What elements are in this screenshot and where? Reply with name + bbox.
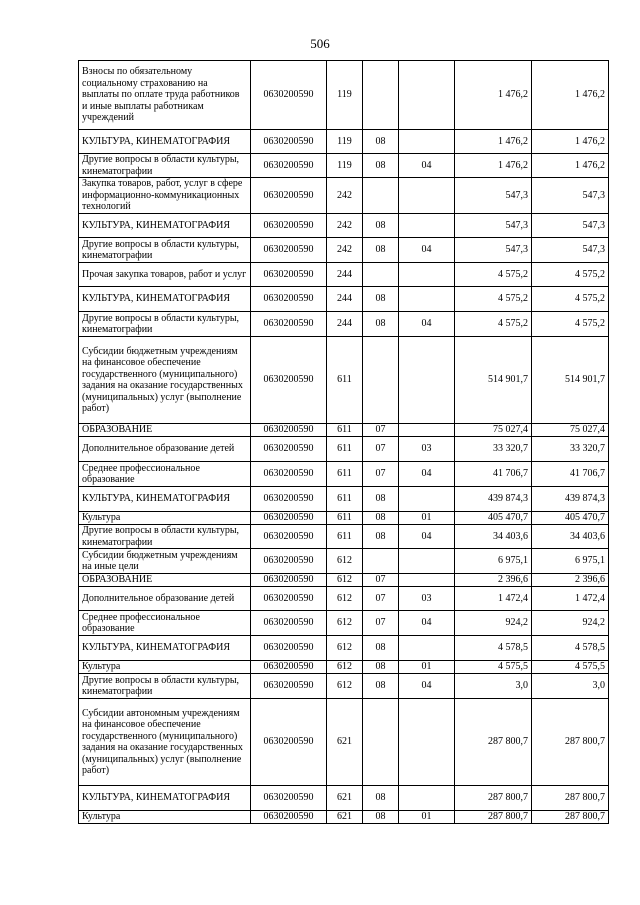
cell-section: 08 — [363, 238, 399, 263]
cell-amount-1: 41 706,7 — [455, 462, 532, 487]
cell-amount-2: 287 800,7 — [532, 786, 609, 811]
cell-target-article: 0630200590 — [251, 587, 327, 611]
cell-amount-1: 4 575,2 — [455, 263, 532, 287]
cell-expense-type: 611 — [327, 512, 363, 525]
cell-amount-1: 2 396,6 — [455, 574, 532, 587]
cell-amount-1: 33 320,7 — [455, 437, 532, 462]
cell-target-article: 0630200590 — [251, 811, 327, 824]
cell-subsection — [399, 178, 455, 214]
cell-amount-2: 4 575,5 — [532, 661, 609, 674]
cell-section: 08 — [363, 674, 399, 699]
cell-expense-type: 611 — [327, 424, 363, 437]
cell-expense-type: 612 — [327, 674, 363, 699]
cell-expense-type: 119 — [327, 154, 363, 178]
cell-target-article: 0630200590 — [251, 636, 327, 661]
cell-section: 08 — [363, 512, 399, 525]
table-row — [79, 549, 609, 574]
cell-name: Другие вопросы в области культуры, кинематографии — [79, 238, 251, 263]
cell-amount-2: 33 320,7 — [532, 437, 609, 462]
table-row — [79, 61, 609, 130]
table-row — [79, 424, 609, 437]
cell-target-article: 0630200590 — [251, 263, 327, 287]
cell-amount-2: 4 575,2 — [532, 287, 609, 312]
cell-name: Дополнительное образование детей — [79, 437, 251, 462]
cell-expense-type: 612 — [327, 611, 363, 636]
cell-expense-type: 242 — [327, 178, 363, 214]
cell-target-article: 0630200590 — [251, 437, 327, 462]
cell-amount-1: 34 403,6 — [455, 525, 532, 549]
table-row — [79, 487, 609, 512]
table-row — [79, 178, 609, 214]
cell-name: Дополнительное образование детей — [79, 587, 251, 611]
cell-name: ОБРАЗОВАНИЕ — [79, 574, 251, 587]
table-row — [79, 574, 609, 587]
cell-section: 08 — [363, 786, 399, 811]
cell-amount-2: 1 476,2 — [532, 154, 609, 178]
cell-amount-1: 4 575,2 — [455, 287, 532, 312]
cell-name: Культура — [79, 661, 251, 674]
cell-subsection — [399, 487, 455, 512]
cell-amount-2: 41 706,7 — [532, 462, 609, 487]
cell-expense-type: 612 — [327, 549, 363, 574]
cell-name: Культура — [79, 512, 251, 525]
cell-amount-1: 4 578,5 — [455, 636, 532, 661]
cell-target-article: 0630200590 — [251, 674, 327, 699]
cell-amount-1: 547,3 — [455, 178, 532, 214]
cell-target-article: 0630200590 — [251, 312, 327, 337]
cell-subsection: 03 — [399, 437, 455, 462]
cell-name: Другие вопросы в области культуры, кинематографии — [79, 312, 251, 337]
cell-expense-type: 621 — [327, 699, 363, 786]
cell-subsection: 04 — [399, 674, 455, 699]
table-row — [79, 587, 609, 611]
cell-name: Культура — [79, 811, 251, 824]
cell-expense-type: 612 — [327, 587, 363, 611]
cell-target-article: 0630200590 — [251, 130, 327, 154]
cell-target-article: 0630200590 — [251, 424, 327, 437]
cell-section — [363, 549, 399, 574]
cell-subsection: 04 — [399, 462, 455, 487]
cell-section — [363, 178, 399, 214]
cell-target-article: 0630200590 — [251, 178, 327, 214]
table-row — [79, 238, 609, 263]
cell-amount-2: 924,2 — [532, 611, 609, 636]
cell-amount-1: 3,0 — [455, 674, 532, 699]
cell-section — [363, 699, 399, 786]
cell-expense-type: 611 — [327, 437, 363, 462]
cell-name: Взносы по обязательному социальному страхованию на выплаты по оплате труда работников и иные выплаты работникам учреждений — [79, 61, 251, 130]
table-row — [79, 786, 609, 811]
cell-section — [363, 263, 399, 287]
cell-name: Субсидии бюджетным учреждениям на финансовое обеспечение государственного (муниципального) задания на оказание государственных (муниципальных) услуг (выполнение работ) — [79, 337, 251, 424]
cell-amount-1: 1 476,2 — [455, 61, 532, 130]
cell-amount-2: 514 901,7 — [532, 337, 609, 424]
cell-target-article: 0630200590 — [251, 337, 327, 424]
cell-target-article: 0630200590 — [251, 487, 327, 512]
cell-amount-2: 1 472,4 — [532, 587, 609, 611]
cell-subsection: 03 — [399, 587, 455, 611]
cell-amount-1: 287 800,7 — [455, 786, 532, 811]
cell-amount-2: 287 800,7 — [532, 811, 609, 824]
cell-target-article: 0630200590 — [251, 512, 327, 525]
cell-section — [363, 337, 399, 424]
cell-subsection: 04 — [399, 611, 455, 636]
cell-amount-1: 514 901,7 — [455, 337, 532, 424]
cell-name: КУЛЬТУРА, КИНЕМАТОГРАФИЯ — [79, 487, 251, 512]
cell-expense-type: 621 — [327, 811, 363, 824]
cell-amount-1: 924,2 — [455, 611, 532, 636]
cell-expense-type: 612 — [327, 636, 363, 661]
cell-name: Закупка товаров, работ, услуг в сфере информационно-коммуникационных технологий — [79, 178, 251, 214]
cell-expense-type: 244 — [327, 287, 363, 312]
cell-target-article: 0630200590 — [251, 214, 327, 238]
cell-amount-2: 6 975,1 — [532, 549, 609, 574]
page-number: 506 — [310, 36, 330, 51]
cell-subsection — [399, 699, 455, 786]
cell-expense-type: 611 — [327, 525, 363, 549]
cell-amount-2: 287 800,7 — [532, 699, 609, 786]
table-row — [79, 674, 609, 699]
table-row — [79, 611, 609, 636]
cell-amount-2: 4 578,5 — [532, 636, 609, 661]
cell-subsection: 01 — [399, 512, 455, 525]
cell-target-article: 0630200590 — [251, 574, 327, 587]
cell-target-article: 0630200590 — [251, 154, 327, 178]
cell-target-article: 0630200590 — [251, 525, 327, 549]
cell-expense-type: 621 — [327, 786, 363, 811]
cell-amount-2: 547,3 — [532, 214, 609, 238]
cell-subsection: 01 — [399, 661, 455, 674]
cell-name: Субсидии автономным учреждениям на финансовое обеспечение государственного (муниципального) задания на оказание государственных (муниципальных) услуг (выполнение работ) — [79, 699, 251, 786]
cell-name: КУЛЬТУРА, КИНЕМАТОГРАФИЯ — [79, 786, 251, 811]
table-row — [79, 337, 609, 424]
cell-expense-type: 611 — [327, 337, 363, 424]
cell-name: Другие вопросы в области культуры, кинематографии — [79, 674, 251, 699]
table-row — [79, 437, 609, 462]
cell-section: 08 — [363, 287, 399, 312]
cell-name: Среднее профессиональное образование — [79, 611, 251, 636]
cell-subsection: 01 — [399, 811, 455, 824]
cell-section: 07 — [363, 437, 399, 462]
table-row — [79, 661, 609, 674]
cell-target-article: 0630200590 — [251, 699, 327, 786]
cell-target-article: 0630200590 — [251, 238, 327, 263]
cell-amount-2: 1 476,2 — [532, 61, 609, 130]
cell-section: 08 — [363, 525, 399, 549]
cell-name: Субсидии бюджетным учреждениям на иные цели — [79, 549, 251, 574]
cell-expense-type: 244 — [327, 312, 363, 337]
cell-section: 07 — [363, 424, 399, 437]
table-row — [79, 699, 609, 786]
budget-table-body — [79, 61, 609, 824]
cell-amount-2: 34 403,6 — [532, 525, 609, 549]
cell-amount-2: 547,3 — [532, 238, 609, 263]
cell-amount-1: 439 874,3 — [455, 487, 532, 512]
cell-section — [363, 61, 399, 130]
cell-target-article: 0630200590 — [251, 611, 327, 636]
cell-expense-type: 611 — [327, 462, 363, 487]
cell-amount-2: 2 396,6 — [532, 574, 609, 587]
cell-subsection — [399, 130, 455, 154]
cell-amount-2: 439 874,3 — [532, 487, 609, 512]
cell-name: ОБРАЗОВАНИЕ — [79, 424, 251, 437]
cell-expense-type: 119 — [327, 61, 363, 130]
cell-name: КУЛЬТУРА, КИНЕМАТОГРАФИЯ — [79, 214, 251, 238]
cell-amount-1: 6 975,1 — [455, 549, 532, 574]
cell-target-article: 0630200590 — [251, 462, 327, 487]
cell-name: КУЛЬТУРА, КИНЕМАТОГРАФИЯ — [79, 636, 251, 661]
cell-subsection — [399, 287, 455, 312]
cell-subsection — [399, 424, 455, 437]
cell-section: 08 — [363, 130, 399, 154]
cell-amount-1: 4 575,2 — [455, 312, 532, 337]
cell-section: 07 — [363, 462, 399, 487]
cell-subsection — [399, 786, 455, 811]
cell-subsection — [399, 337, 455, 424]
cell-expense-type: 242 — [327, 214, 363, 238]
cell-expense-type: 612 — [327, 574, 363, 587]
cell-subsection — [399, 61, 455, 130]
cell-subsection: 04 — [399, 312, 455, 337]
cell-section: 08 — [363, 661, 399, 674]
cell-section: 07 — [363, 574, 399, 587]
cell-subsection — [399, 636, 455, 661]
cell-target-article: 0630200590 — [251, 661, 327, 674]
cell-subsection — [399, 214, 455, 238]
cell-amount-1: 547,3 — [455, 214, 532, 238]
cell-amount-1: 1 476,2 — [455, 154, 532, 178]
cell-expense-type: 612 — [327, 661, 363, 674]
table-row — [79, 636, 609, 661]
cell-amount-2: 4 575,2 — [532, 263, 609, 287]
cell-subsection — [399, 263, 455, 287]
cell-subsection: 04 — [399, 154, 455, 178]
table-row — [79, 811, 609, 824]
cell-target-article: 0630200590 — [251, 287, 327, 312]
cell-name: Среднее профессиональное образование — [79, 462, 251, 487]
cell-amount-2: 1 476,2 — [532, 130, 609, 154]
table-row — [79, 525, 609, 549]
table-row — [79, 512, 609, 525]
cell-subsection — [399, 549, 455, 574]
cell-expense-type: 242 — [327, 238, 363, 263]
cell-name: Прочая закупка товаров, работ и услуг — [79, 263, 251, 287]
cell-name: Другие вопросы в области культуры, кинематографии — [79, 154, 251, 178]
cell-amount-1: 1 476,2 — [455, 130, 532, 154]
cell-amount-2: 75 027,4 — [532, 424, 609, 437]
cell-amount-1: 1 472,4 — [455, 587, 532, 611]
cell-amount-1: 405 470,7 — [455, 512, 532, 525]
cell-amount-2: 405 470,7 — [532, 512, 609, 525]
cell-subsection: 04 — [399, 525, 455, 549]
cell-amount-2: 3,0 — [532, 674, 609, 699]
cell-section: 08 — [363, 214, 399, 238]
cell-amount-1: 75 027,4 — [455, 424, 532, 437]
cell-target-article: 0630200590 — [251, 786, 327, 811]
cell-expense-type: 611 — [327, 487, 363, 512]
cell-amount-2: 4 575,2 — [532, 312, 609, 337]
cell-amount-1: 287 800,7 — [455, 811, 532, 824]
cell-amount-1: 287 800,7 — [455, 699, 532, 786]
cell-name: Другие вопросы в области культуры, кинематографии — [79, 525, 251, 549]
table-row — [79, 287, 609, 312]
budget-table — [78, 60, 609, 824]
table-row — [79, 312, 609, 337]
cell-amount-1: 547,3 — [455, 238, 532, 263]
cell-target-article: 0630200590 — [251, 549, 327, 574]
cell-target-article: 0630200590 — [251, 61, 327, 130]
cell-expense-type: 244 — [327, 263, 363, 287]
table-row — [79, 130, 609, 154]
cell-subsection: 04 — [399, 238, 455, 263]
cell-section: 08 — [363, 487, 399, 512]
cell-amount-1: 4 575,5 — [455, 661, 532, 674]
cell-section: 07 — [363, 611, 399, 636]
cell-section: 08 — [363, 154, 399, 178]
table-row — [79, 214, 609, 238]
cell-subsection — [399, 574, 455, 587]
table-row — [79, 154, 609, 178]
cell-expense-type: 119 — [327, 130, 363, 154]
cell-name: КУЛЬТУРА, КИНЕМАТОГРАФИЯ — [79, 130, 251, 154]
cell-section: 08 — [363, 636, 399, 661]
cell-amount-2: 547,3 — [532, 178, 609, 214]
cell-section: 07 — [363, 587, 399, 611]
cell-name: КУЛЬТУРА, КИНЕМАТОГРАФИЯ — [79, 287, 251, 312]
cell-section: 08 — [363, 312, 399, 337]
table-row — [79, 263, 609, 287]
table-row — [79, 462, 609, 487]
cell-section: 08 — [363, 811, 399, 824]
